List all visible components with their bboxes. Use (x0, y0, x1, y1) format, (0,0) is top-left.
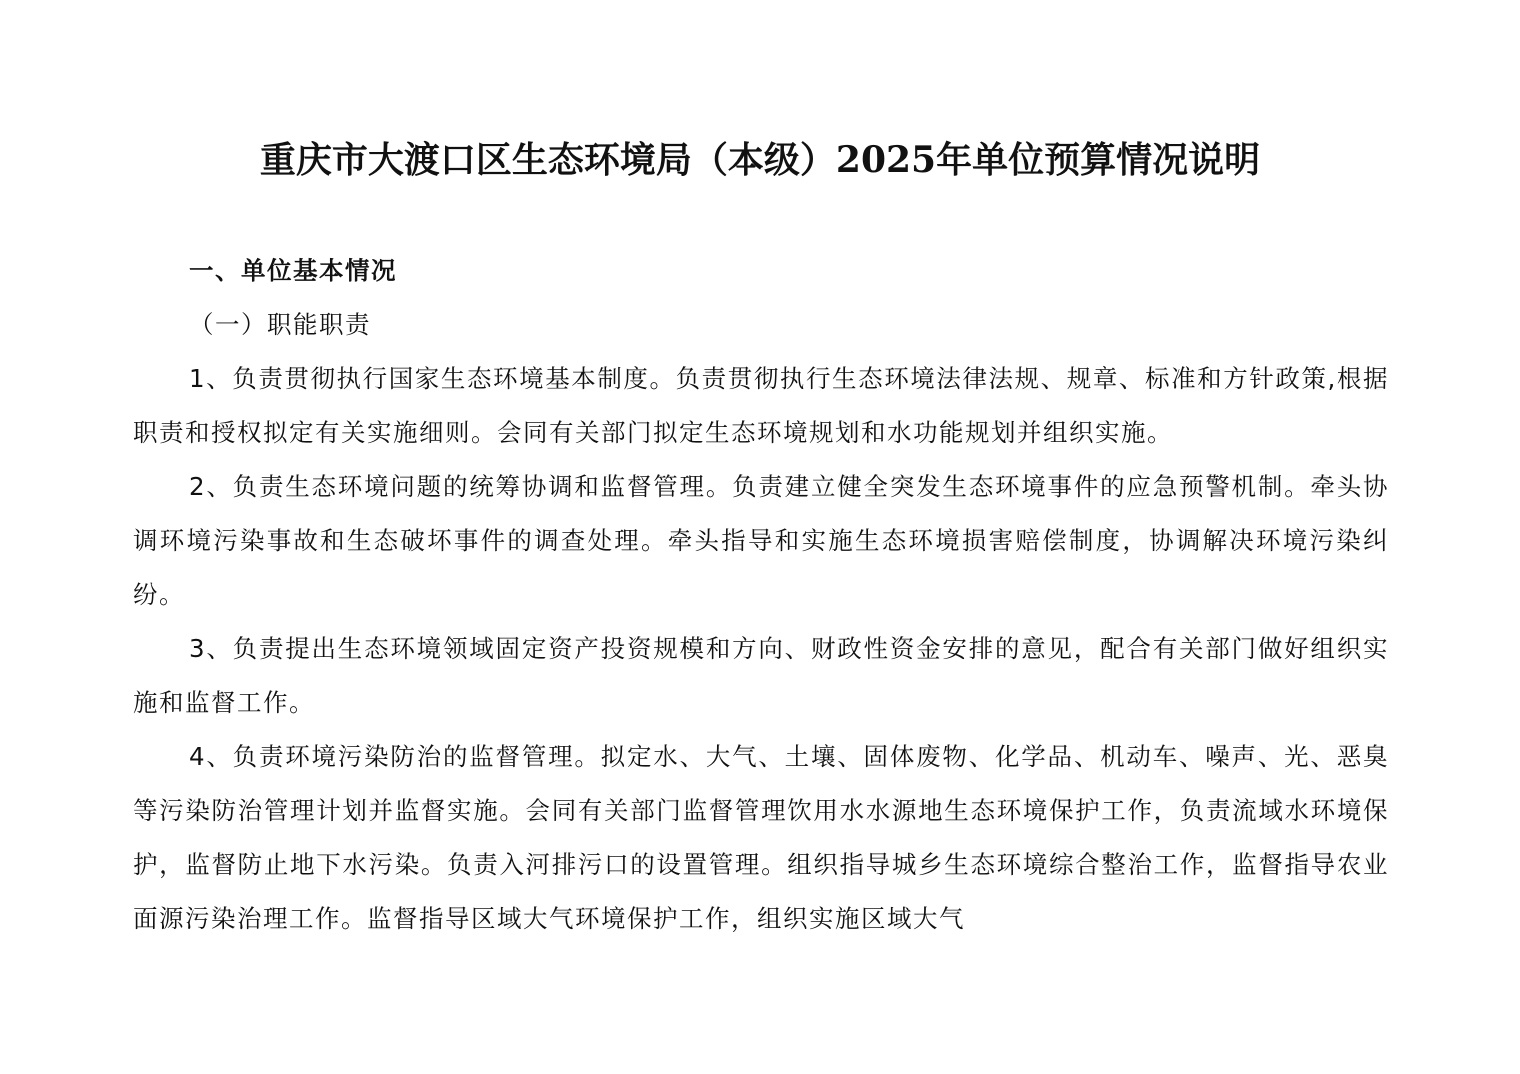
section-heading: 一、单位基本情况 (189, 256, 397, 285)
document-body (133, 244, 1389, 946)
paragraph-3: 3、负责提出生态环境领域固定资产投资规模和方向、财政性资金安排的意见，配合有关部门做好组织实施和监督工作。 (133, 634, 1389, 717)
paragraph-1: 1、负责贯彻执行国家生态环境基本制度。负责贯彻执行生态环境法律法规、规章、标准和方针政策,根据职责和授权拟定有关实施细则。会同有关部门拟定生态环境规划和水功能规划并组织实施。 (133, 364, 1389, 447)
paragraph-4: 4、负责环境污染防治的监督管理。拟定水、大气、土壤、固体废物、化学品、机动车、噪声、光、恶臭等污染防治管理计划并监督实施。会同有关部门监督管理饮用水水源地生态环境保护工作，负责流域水环境保护，监督防止地下水污染。负责入河排污口的设置管理。组织指导城乡生态环境综合整治工作，监督指导农业面源污染治理工作。监督指导区域大气环境保护工作，组织实施区域大气 (133, 742, 1389, 933)
subsection-heading: （一）职能职责 (189, 310, 371, 339)
paragraph-2: 2、负责生态环境问题的统筹协调和监督管理。负责建立健全突发生态环境事件的应急预警机制。牵头协调环境污染事故和生态破坏事件的调查处理。牵头指导和实施生态环境损害赔偿制度，协调解决环境污染纠纷。 (133, 472, 1389, 609)
document-title: 重庆市大渡口区生态环境局（本级）2025年单位预算情况说明 (259, 139, 1261, 181)
